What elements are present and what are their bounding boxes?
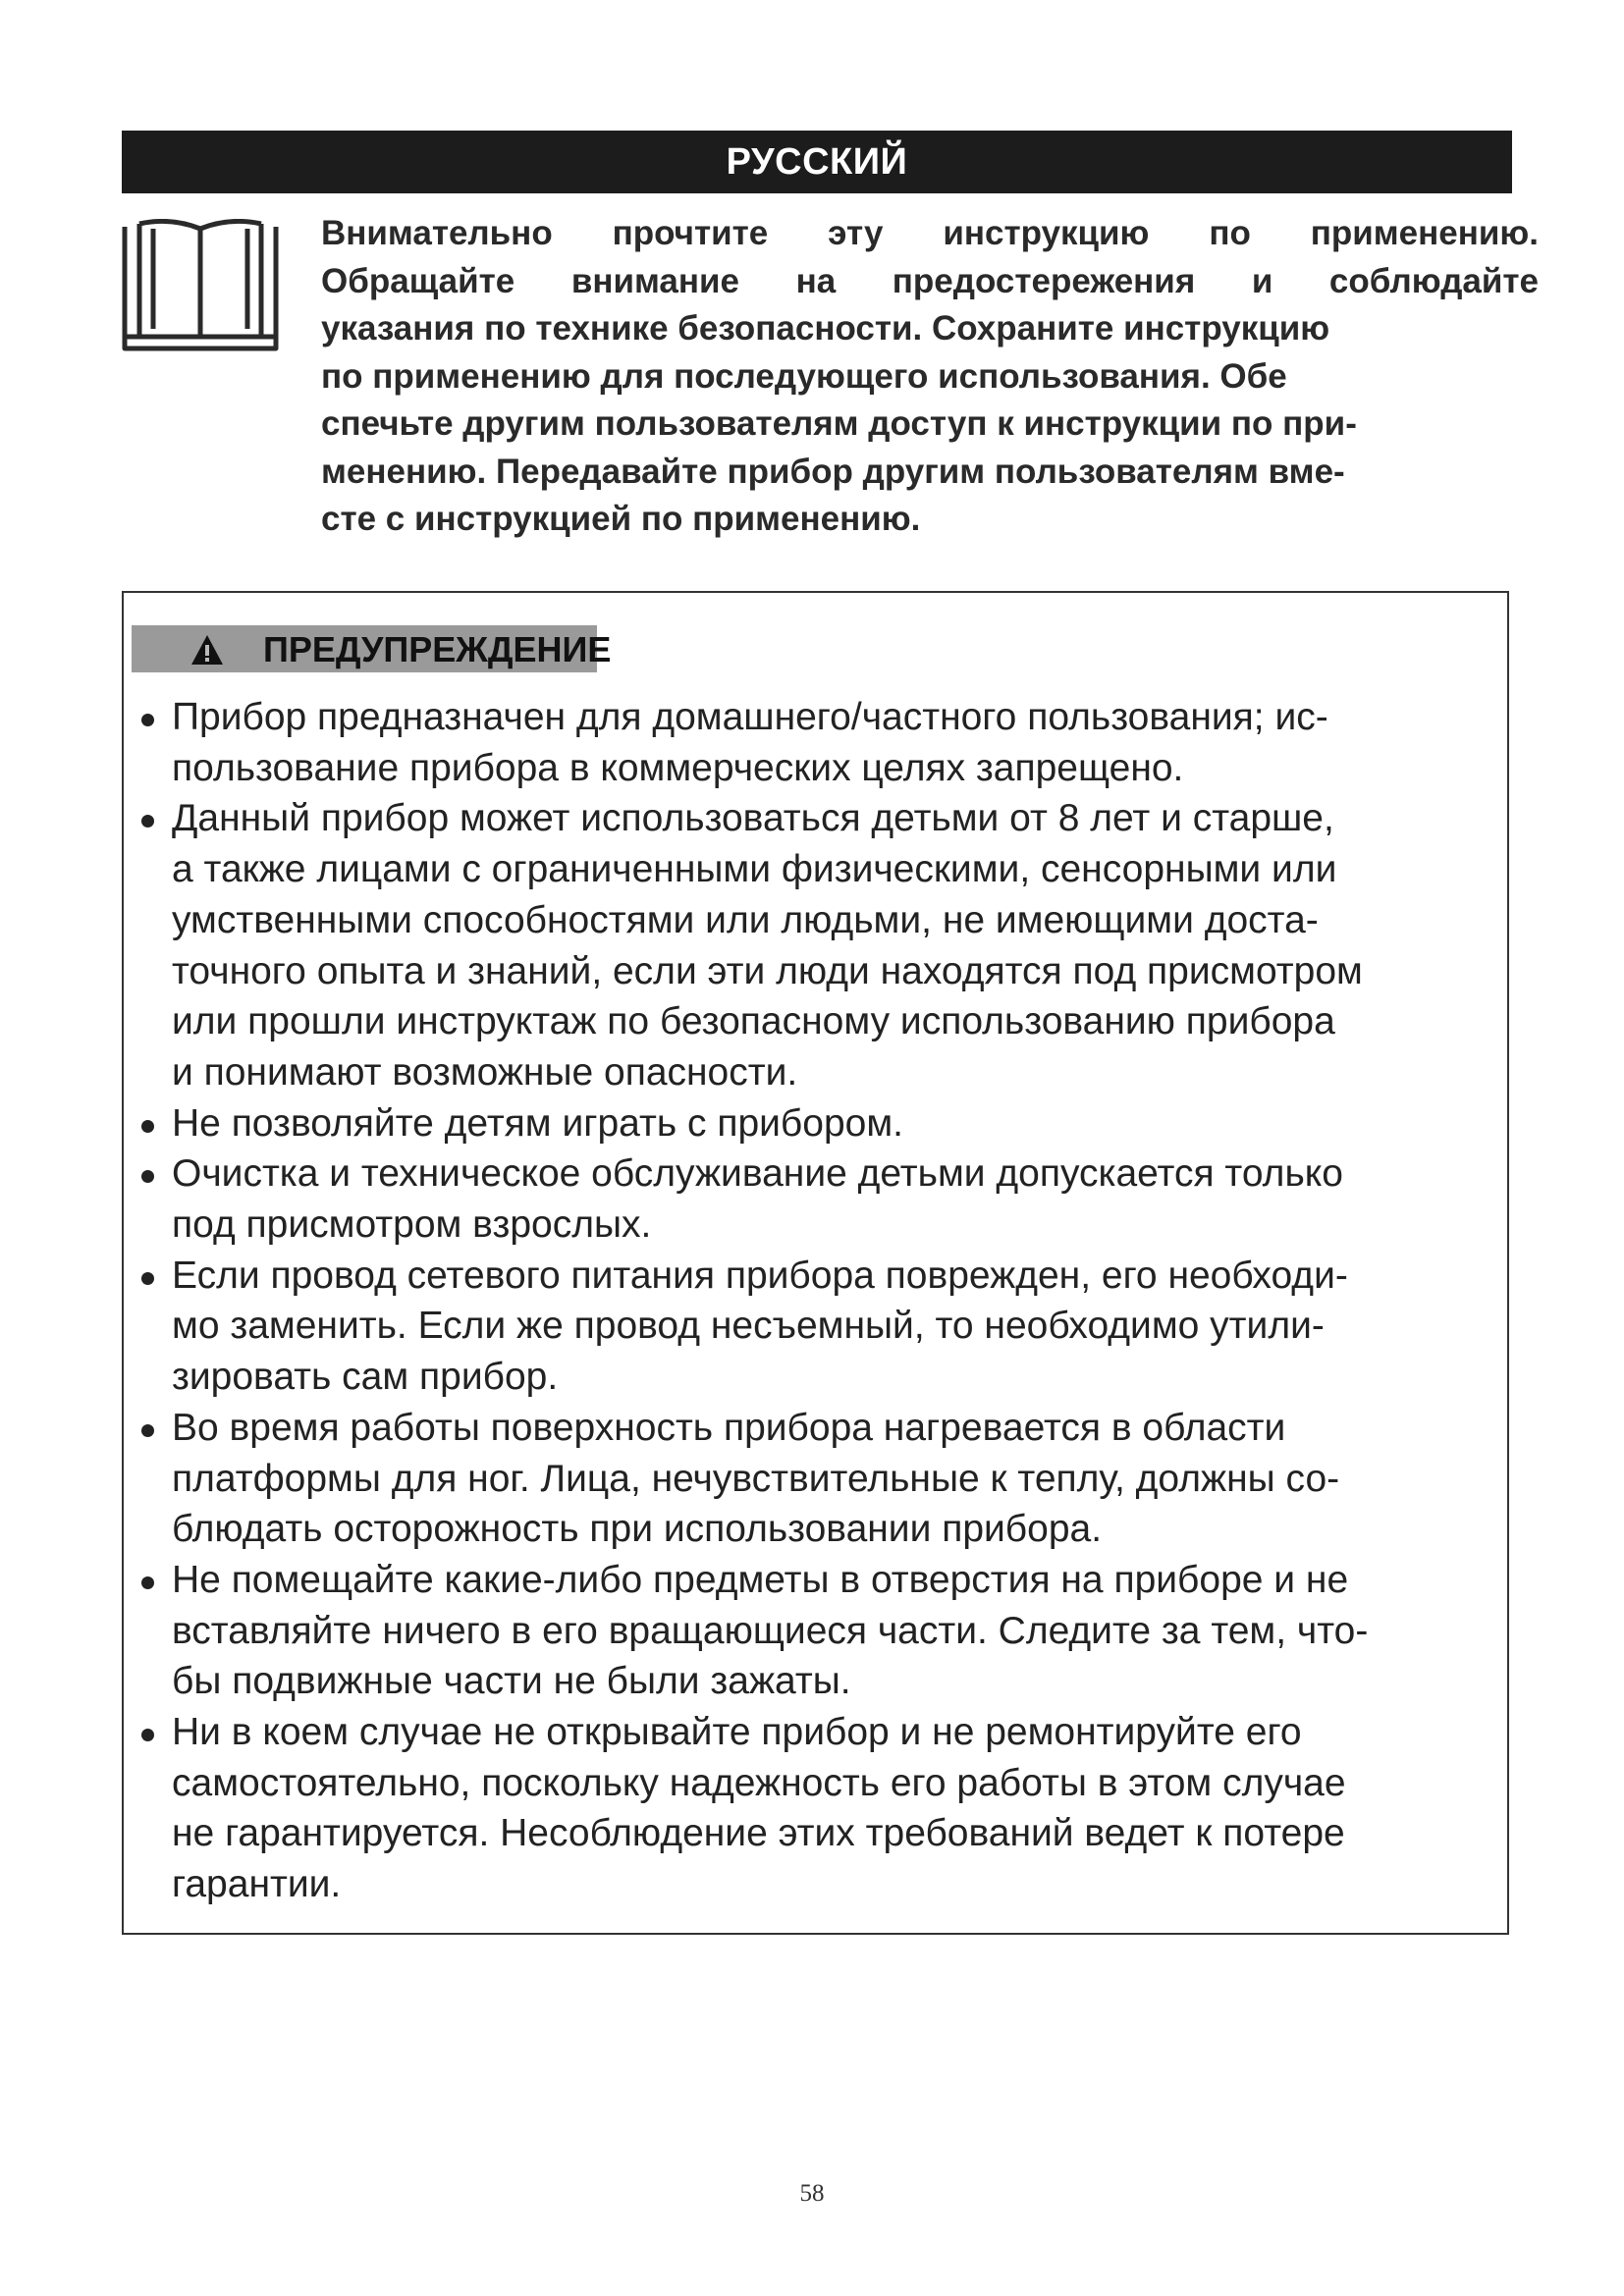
warning-triangle-icon [190,634,224,666]
warning-item-line: Прибор предназначен для домашнего/частного пользования; ис- [172,696,1328,738]
intro-line: сте с инструкцией по применению. [321,500,921,538]
warning-item-line: Не позволяйте детям играть с прибором. [172,1101,903,1145]
open-book-icon [122,219,279,354]
intro-line: менению. Передавайте прибор другим пользователям вме- [321,452,1345,491]
warning-item [137,1403,1512,1555]
warning-item [137,1707,1512,1910]
page-number: 58 [799,2180,825,2207]
warning-item-line: мо заменить. Если же провод несъемный, то необходимо утили- [172,1305,1325,1348]
warning-item-line: бы подвижные части не были зажаты. [172,1660,851,1703]
warning-item-line: вставляйте ничего в его вращающиеся части. Следите за тем, что- [172,1609,1369,1652]
warning-item-line: самостоятельно, поскольку надежность его работы в этом случае [172,1761,1346,1804]
warning-item-line: гарантии. [172,1863,342,1906]
section-title-bar: РУССКИЙ [122,131,1512,193]
warning-item [137,1555,1512,1707]
warning-item [137,793,1512,1097]
warning-list [137,692,1512,1910]
warning-item-line: пользование прибора в коммерческих целях запрещено. [172,746,1184,789]
warning-item-line: платформы для ног. Лица, нечувствительные к теплу, должны со- [172,1457,1340,1500]
intro-line: спечьте другим пользователям доступ к инструкции по при- [321,404,1357,443]
warning-item-line: или прошли инструктаж по безопасному использованию прибора [172,1000,1335,1043]
warning-item [137,1098,1512,1149]
warning-item-line: зировать сам прибор. [172,1356,559,1399]
warning-item [137,1148,1512,1250]
warning-item-line: Данный прибор может использоваться детьми от 8 лет и старше, [172,797,1334,840]
warning-title: ПРЕДУПРЕЖДЕНИЕ [263,629,612,669]
warning-item-line: блюдать осторожность при использовании прибора. [172,1508,1103,1551]
warning-item-line: а также лицами с ограниченными физическими, сенсорными или [172,848,1337,891]
warning-heading [190,624,611,675]
intro-paragraph [321,210,1539,544]
warning-item-line: под присмотром взрослых. [172,1203,652,1247]
intro-line: Обращайте внимание на предостережения и соблюдайте [321,261,1539,300]
warning-item-line: умственными способностями или людьми, не имеющими доста- [172,898,1319,941]
warning-item-line: и понимают возможные опасности. [172,1050,798,1094]
warning-item-line: не гарантируется. Несоблюдение этих требований ведет к потере [172,1812,1345,1855]
intro-line: указания по технике безопасности. Сохраните инструкцию [321,309,1330,347]
warning-item [137,1251,1512,1403]
warning-item-line: Не помещайте какие-либо предметы в отверстия на приборе и не [172,1558,1349,1601]
warning-item-line: Во время работы поверхность прибора нагревается в области [172,1406,1286,1449]
intro-line: Внимательно прочтите эту инструкцию по применению. [321,214,1539,252]
warning-item-line: точного опыта и знаний, если эти люди находятся под присмотром [172,949,1363,992]
warning-item [137,692,1512,793]
warning-item-line: Очистка и техническое обслуживание детьми допускается только [172,1152,1343,1196]
intro-line: по применению для последующего использования. Обе [321,356,1287,396]
warning-item-line: Если провод сетевого питания прибора поврежден, его необходи- [172,1254,1348,1297]
warning-item-line: Ни в коем случае не открывайте прибор и не ремонтируйте его [172,1711,1302,1754]
